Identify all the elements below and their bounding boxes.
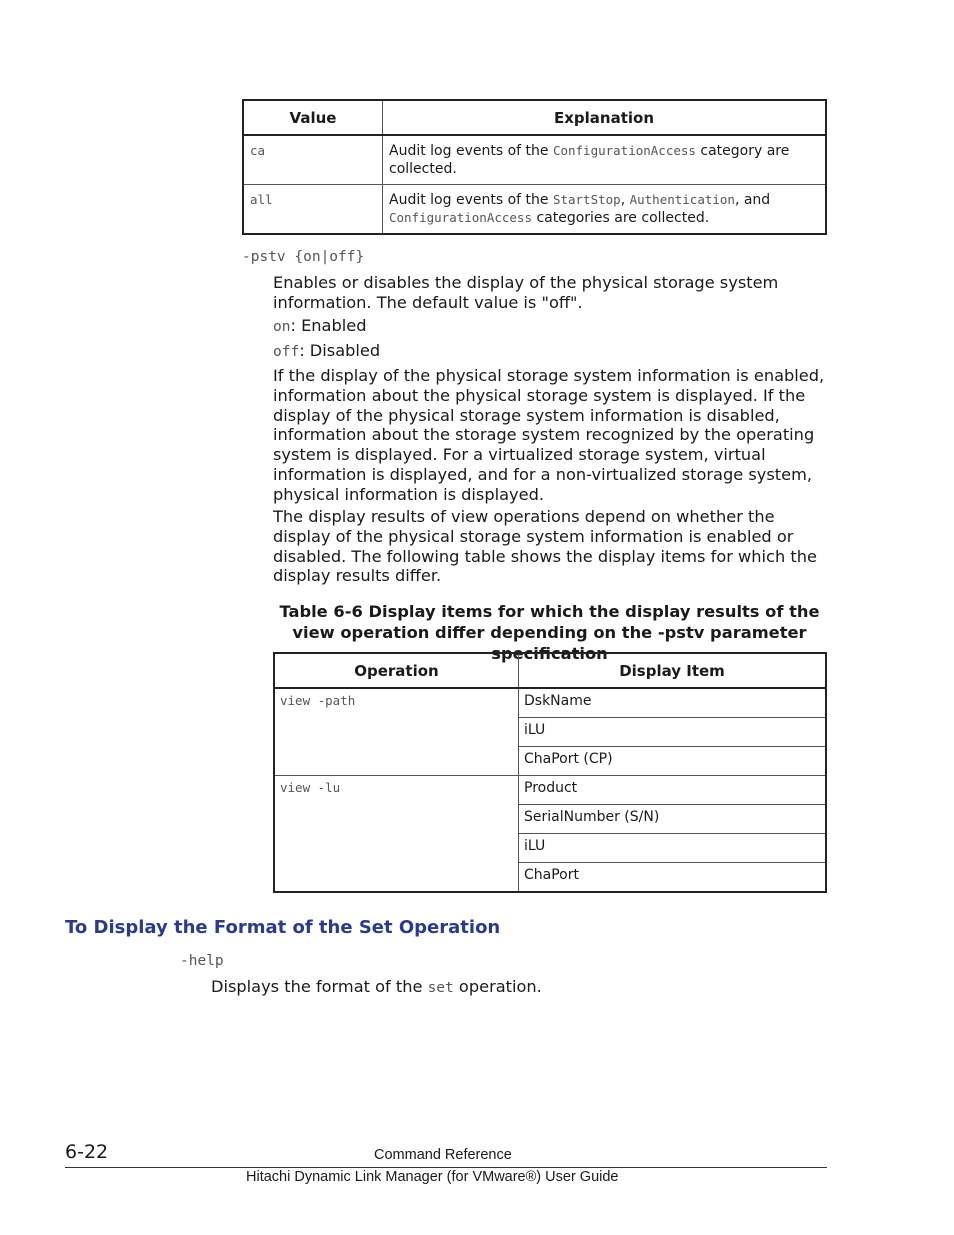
on-code: on xyxy=(273,319,291,335)
display-item-cell: DskName xyxy=(519,688,827,718)
display-item-cell: Product xyxy=(519,776,827,805)
display-items-table xyxy=(273,652,827,893)
code-text: Authentication xyxy=(629,192,735,207)
value-cell: ca xyxy=(243,135,383,185)
table-row xyxy=(274,688,826,718)
audit-category-table xyxy=(242,99,827,235)
display-item-cell: iLU xyxy=(519,834,827,863)
code-text: StartStop xyxy=(552,192,621,207)
column-header-operation: Operation xyxy=(274,653,519,688)
footer-chapter: Command Reference xyxy=(374,1147,512,1163)
pstv-syntax: -pstv {on|off} xyxy=(242,249,365,265)
footer-divider xyxy=(65,1167,827,1168)
pstv-paragraph-1: If the display of the physical storage system information is enabled, information about the physical storage system is displayed. If the display of the physical storage system information is disabled, information about the storage system recognized by the operating system is displayed. For a virtualized storage system, virtual information is displayed, and for a non-virtualized storage system, physical information is displayed. xyxy=(273,366,825,504)
help-syntax: -help xyxy=(180,953,224,969)
table-row xyxy=(274,776,826,805)
code-text: ConfigurationAccess xyxy=(389,210,532,225)
table-header-row xyxy=(243,100,826,135)
off-code: off xyxy=(273,344,300,360)
operation-cell: view -lu xyxy=(274,776,519,893)
column-header-display-item: Display Item xyxy=(519,653,827,688)
display-item-cell: iLU xyxy=(519,718,827,747)
set-code: set xyxy=(427,980,454,996)
code-text: ConfigurationAccess xyxy=(552,143,696,158)
table-caption: Table 6-6 Display items for which the display results of the view operation differ depending on the -pstv parameter specification xyxy=(279,602,820,663)
display-item-cell: ChaPort xyxy=(519,863,827,893)
display-item-cell: SerialNumber (S/N) xyxy=(519,805,827,834)
explanation-cell: Audit log events of the ConfigurationAccess category are collected. xyxy=(383,135,827,185)
table-row xyxy=(243,135,826,185)
column-header-explanation: Explanation xyxy=(383,100,827,135)
operation-cell: view -path xyxy=(274,688,519,776)
section-heading: To Display the Format of the Set Operation xyxy=(65,917,501,938)
table-header-row xyxy=(274,653,826,688)
pstv-paragraph-2: The display results of view operations depend on whether the display of the physical storage system information is enabled or disabled. The following table shows the display items for which the display results differ. xyxy=(273,507,817,586)
pstv-on-line: on: Enabled xyxy=(273,316,367,335)
help-description: Displays the format of the set operation. xyxy=(211,977,542,996)
value-cell: all xyxy=(243,185,383,235)
pstv-description: Enables or disables the display of the physical storage system information. The default value is "off". xyxy=(273,273,779,312)
table-row xyxy=(243,185,826,235)
display-item-cell: ChaPort (CP) xyxy=(519,747,827,776)
pstv-off-line: off: Disabled xyxy=(273,341,381,360)
column-header-value: Value xyxy=(243,100,383,135)
footer-guide-title: Hitachi Dynamic Link Manager (for VMware®) User Guide xyxy=(246,1169,619,1185)
page-number: 6-22 xyxy=(65,1141,109,1163)
explanation-cell: Audit log events of the StartStop, Authentication, and ConfigurationAccess categories are collected. xyxy=(383,185,827,235)
